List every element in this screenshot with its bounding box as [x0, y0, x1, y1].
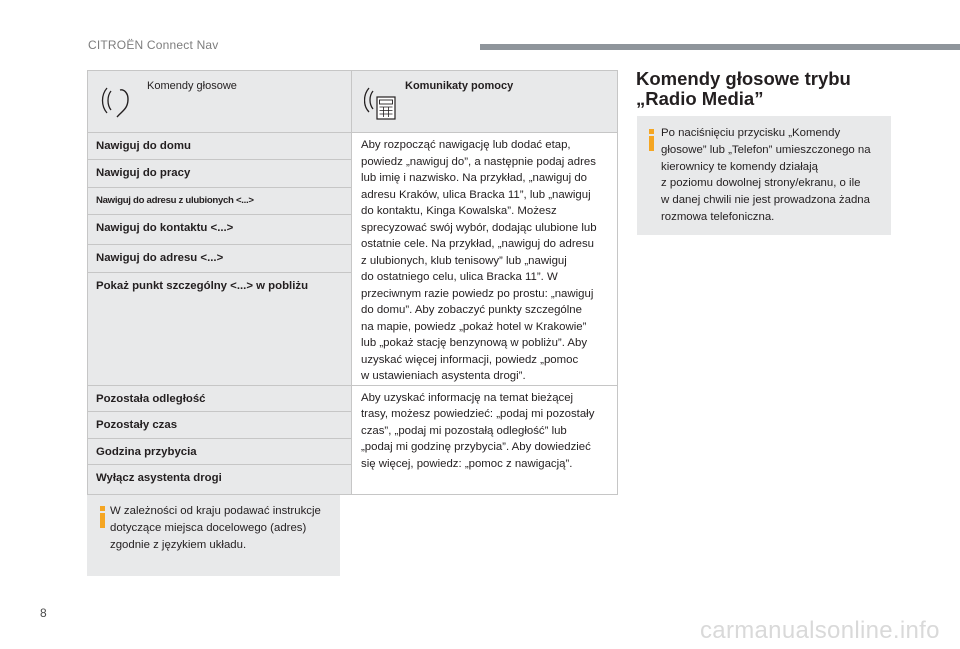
note-line: kierownicy te komendy działają — [661, 160, 819, 173]
info-icon — [649, 129, 654, 151]
command-cell: Wyłącz asystenta drogi — [88, 464, 352, 494]
section-title-line: „Radio Media” — [636, 87, 764, 109]
help-line: „podaj mi godzinę przybycia”. Aby dowiedzieć — [361, 441, 591, 453]
header-label-commands: Komendy głosowe — [147, 80, 237, 92]
command-cell: Nawiguj do kontaktu <...> — [88, 215, 352, 244]
note-line: W zależności od kraju podawać instrukcje — [110, 505, 321, 517]
help-line: sprecyzować swój wybór, dodając ulubione lub — [361, 221, 597, 234]
section-title — [636, 69, 926, 108]
help-line: trasy, możesz powiedzieć: „podaj mi pozostały — [361, 408, 595, 420]
help-line: do domu”. Aby zobaczyć punkty szczególne — [361, 304, 582, 316]
command-cell: Nawiguj do pracy — [88, 160, 352, 188]
info-note-right — [637, 116, 891, 235]
help-cell-navigation — [352, 133, 618, 386]
help-line: uzyskać więcej informacji, powiedz „pomoc — [361, 353, 579, 366]
help-line: się więcej, powiedz: „pomoc z nawigacją”. — [361, 457, 573, 470]
voice-commands-table — [87, 70, 618, 495]
header-bar — [480, 44, 960, 50]
help-line: powiedz „nawiguj do”, a następnie podaj adres — [361, 155, 596, 168]
info-icon — [100, 506, 105, 528]
command-cell: Pokaż punkt szczególny <...> w pobliżu — [88, 272, 352, 385]
command-cell: Nawiguj do adresu z ulubionych <...> — [88, 188, 352, 215]
page-header-title: CITROËN Connect Nav — [88, 38, 219, 52]
command-cell: Nawiguj do domu — [88, 133, 352, 160]
help-cell-route-info — [352, 385, 618, 494]
help-line: czas”, „podaj mi pozostałą odległość” lub — [361, 424, 567, 437]
help-line: do ostatniego celu, ulica Bracka 11”. W — [361, 271, 558, 283]
header-cell-help — [352, 71, 618, 133]
note-line: zgodnie z językiem układu. — [110, 538, 247, 551]
help-line: lub „pokaż stację benzynową w pobliżu”. Aby — [361, 337, 588, 349]
table-row — [88, 133, 618, 160]
note-line: Po naciśnięciu przycisku „Komendy — [661, 127, 841, 139]
note-line: głosowe” lub „Telefon” umieszczonego na — [661, 143, 871, 156]
command-cell: Nawiguj do adresu <...> — [88, 244, 352, 272]
section-title-line: Komendy głosowe trybu — [636, 68, 851, 89]
info-note-text — [110, 503, 332, 553]
command-cell: Pozostały czas — [88, 411, 352, 438]
note-line: w danej chwili nie jest prowadzona żadna — [661, 194, 870, 207]
help-line: na mapie, powiedz „pokaż hotel w Krakowie” — [361, 320, 587, 333]
help-line: ostatnie cele. Na przykład, „nawiguj do adresu — [361, 238, 595, 250]
help-line: z ulubionych, klub tenisowy” lub „nawiguj — [361, 254, 567, 267]
watermark: carmanualsonline.info — [700, 617, 940, 644]
help-line: w ustawieniach asystenta drogi”. — [361, 370, 526, 382]
command-cell: Godzina przybycia — [88, 438, 352, 464]
voice-command-icon — [100, 83, 134, 121]
header-label-help: Komunikaty pomocy — [405, 80, 514, 92]
note-line: dotyczące miejsca docelowego (adres) — [110, 521, 307, 534]
info-note-text — [661, 125, 886, 226]
command-cell: Pozostała odległość — [88, 385, 352, 411]
help-line: Aby uzyskać informację na temat bieżącej — [361, 391, 574, 404]
help-line: do kontaktu, Kinga Kowalska”. Możesz — [361, 205, 557, 217]
info-note-left — [87, 495, 340, 576]
header-cell-commands — [88, 71, 352, 133]
help-line: lub imię i nazwisko. Na przykład, „nawiguj do — [361, 172, 588, 184]
help-line: Aby rozpocząć nawigację lub dodać etap, — [361, 139, 571, 151]
voice-help-icon — [364, 83, 398, 121]
note-line: rozmowa telefoniczna. — [661, 210, 775, 223]
table-row — [88, 385, 618, 411]
page-number: 8 — [40, 606, 47, 620]
note-line: z poziomu dowolnej strony/ekranu, o ile — [661, 177, 861, 190]
help-line: przeciwnym razie powiedz po prostu: „nawiguj — [361, 287, 594, 300]
table-header-row — [88, 71, 618, 133]
help-line: adresu Kraków, ulica Bracka 11”, lub „nawiguj — [361, 188, 591, 201]
